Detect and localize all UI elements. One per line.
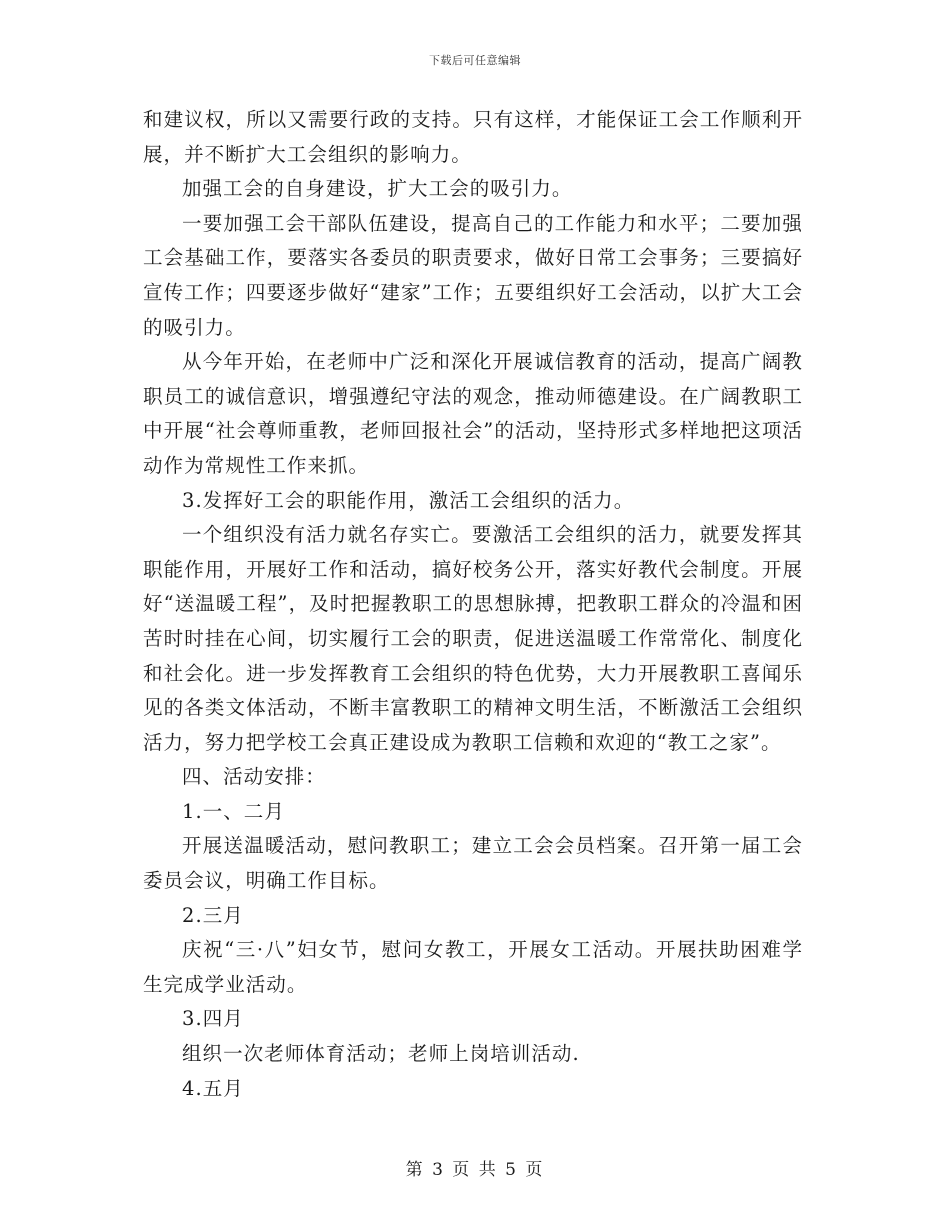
paragraph: 一个组织没有活力就名存实亡。要激活工会组织的活力，就要发挥其职能作用，开展好工作和活动，搞好校务公开，落实好教代会制度。开展好“送温暖工程”，及时把握教职工的思想脉搏，把教职工群众的冷温和困苦时时挂在心间，切实履行工会的职责，促进送温暖工作常常化、制度化和社会化。进一步发挥教育工会组织的特色优势，大力开展教职工喜闻乐见的各类文体活动，不断丰富教职工的精神文明生活，不断激活工会组织活力，努力把学校工会真正建设成为教职工信赖和欢迎的“教工之家”。 xyxy=(143,523,803,754)
paragraph: 和建议权，所以又需要行政的支持。只有这样，才能保证工会工作顺利开展，并不断扩大工会组织的影响力。 xyxy=(143,108,803,166)
paragraph: 一要加强工会干部队伍建设，提高自己的工作能力和水平；二要加强工会基础工作，要落实各委员的职责要求，做好日常工会事务；三要搞好宣传工作；四要逐步做好“建家”工作；五要组织好工会活动，以扩大工会的吸引力。 xyxy=(143,211,803,339)
schedule-month: 4.五月 xyxy=(182,1076,244,1100)
section-heading: 3.发挥好工会的职能作用，激活工会组织的活力。 xyxy=(182,488,635,512)
paragraph: 组织一次老师体育活动；老师上岗培训活动. xyxy=(182,1042,580,1066)
document-body xyxy=(143,103,803,1106)
paragraph: 从今年开始，在老师中广泛和深化开展诚信教育的活动，提高广阔教职员工的诚信意识，增强遵纪守法的观念，推动师德建设。在广阔教职工中开展“社会尊师重教，老师回报社会”的活动，坚持形式多样地把这项活动作为常规性工作来抓。 xyxy=(143,350,803,477)
schedule-month: 3.四月 xyxy=(182,1007,244,1031)
paragraph: 庆祝“三·八”妇女节，慰问女教工，开展女工活动。开展扶助困难学生完成学业活动。 xyxy=(143,938,803,996)
schedule-month: 2.三月 xyxy=(182,903,244,927)
paragraph: 加强工会的自身建设，扩大工会的吸引力。 xyxy=(182,177,573,201)
page-header: 下载后可任意编辑 xyxy=(429,54,521,67)
paragraph: 开展送温暖活动，慰问教职工；建立工会会员档案。召开第一届工会委员会议，明确工作目标。 xyxy=(143,834,803,893)
page-number: 第 3 页 共 5 页 xyxy=(405,1160,545,1180)
section-heading: 四、活动安排： xyxy=(182,765,326,789)
schedule-month: 1.一、二月 xyxy=(182,799,285,823)
